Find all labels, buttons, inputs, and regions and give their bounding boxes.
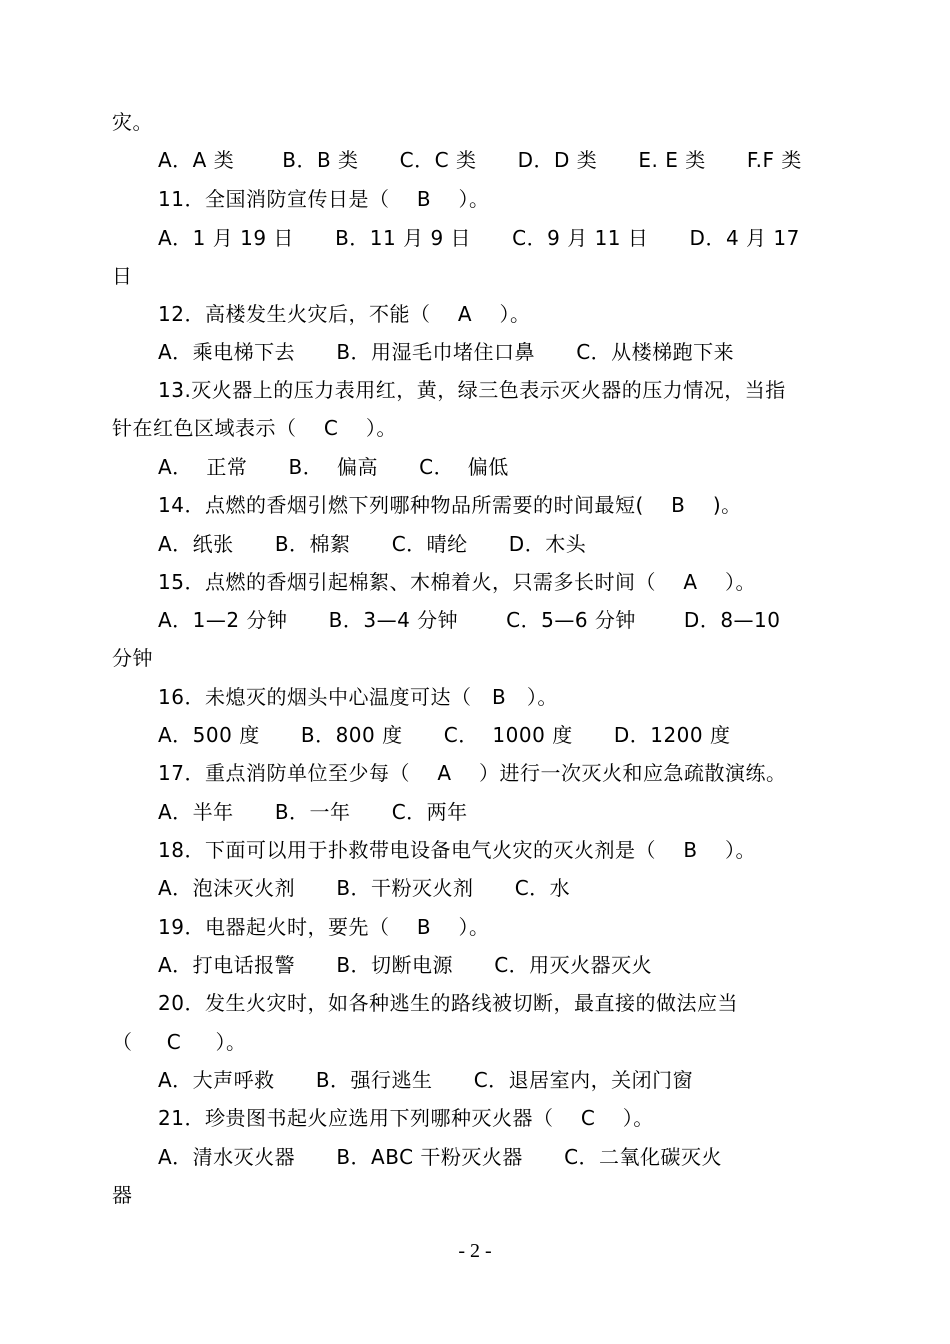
text-line: 日 (112, 264, 133, 288)
options-line: A．打电话报警 B．切断电源 C．用灭火器灭火 (158, 953, 653, 977)
question-18: 18．下面可以用于扑救带电设备电气火灾的灭火剂是（ B ）。 (158, 838, 757, 862)
page-number: - 2 - (458, 1240, 492, 1262)
question-19: 19．电器起火时，要先（ B ）。 (158, 915, 490, 939)
text-line: 灾。 (112, 110, 153, 134)
options-line: A．500 度 B．800 度 C． 1000 度 D．1200 度 (158, 723, 731, 747)
question-11: 11．全国消防宣传日是（ B ）。 (158, 187, 490, 211)
options-line: A．大声呼救 B．强行逃生 C．退居室内，关闭门窗 (158, 1068, 694, 1092)
question-16: 16．未熄灭的烟头中心温度可达（ B ）。 (158, 685, 558, 709)
options-line: A．1 月 19 日 B．11 月 9 日 C．9 月 11 日 D．4 月 17 (158, 226, 800, 250)
options-line: A．1—2 分钟 B．3—4 分钟 C．5—6 分钟 D．8—10 (158, 608, 781, 632)
options-line: A．清水灭火器 B．ABC 干粉灭火器 C．二氧化碳灭火 (158, 1145, 723, 1169)
question-14: 14．点燃的香烟引燃下列哪种物品所需要的时间最短( B )。 (158, 493, 742, 517)
question-17: 17．重点消防单位至少每（ A ）进行一次灭火和应急疏散演练。 (158, 761, 787, 785)
question-13: 13.灭火器上的压力表用红，黄，绿三色表示灭火器的压力情况，当指 (158, 378, 786, 402)
options-line: A．乘电梯下去 B．用湿毛巾堵住口鼻 C．从楼梯跑下来 (158, 340, 735, 364)
options-line: A．纸张 B．棉絮 C．晴纶 D．木头 (158, 532, 587, 556)
options-line: A．泡沫灭火剂 B．干粉灭火剂 C．水 (158, 876, 571, 900)
options-line: A．A 类 B．B 类 C．C 类 D．D 类 E. E 类 F.F 类 (158, 148, 802, 172)
question-21: 21．珍贵图书起火应选用下列哪种灭火器（ C ）。 (158, 1106, 654, 1130)
question-15: 15．点燃的香烟引起棉絮、木棉着火，只需多长时间（ A ）。 (158, 570, 756, 594)
text-line: 分钟 (112, 646, 153, 670)
options-line: A． 正常 B． 偏高 C． 偏低 (158, 455, 509, 479)
question-12: 12．高楼发生火灾后，不能（ A ）。 (158, 302, 531, 326)
question-20: 20．发生火灾时，如各种逃生的路线被切断，最直接的做法应当 (158, 991, 738, 1015)
options-line: A．半年 B．一年 C．两年 (158, 800, 468, 824)
text-line: 针在红色区域表示（ C ）。 (112, 416, 397, 440)
text-line: （ C ）。 (112, 1030, 247, 1054)
text-line: 器 (112, 1183, 133, 1207)
